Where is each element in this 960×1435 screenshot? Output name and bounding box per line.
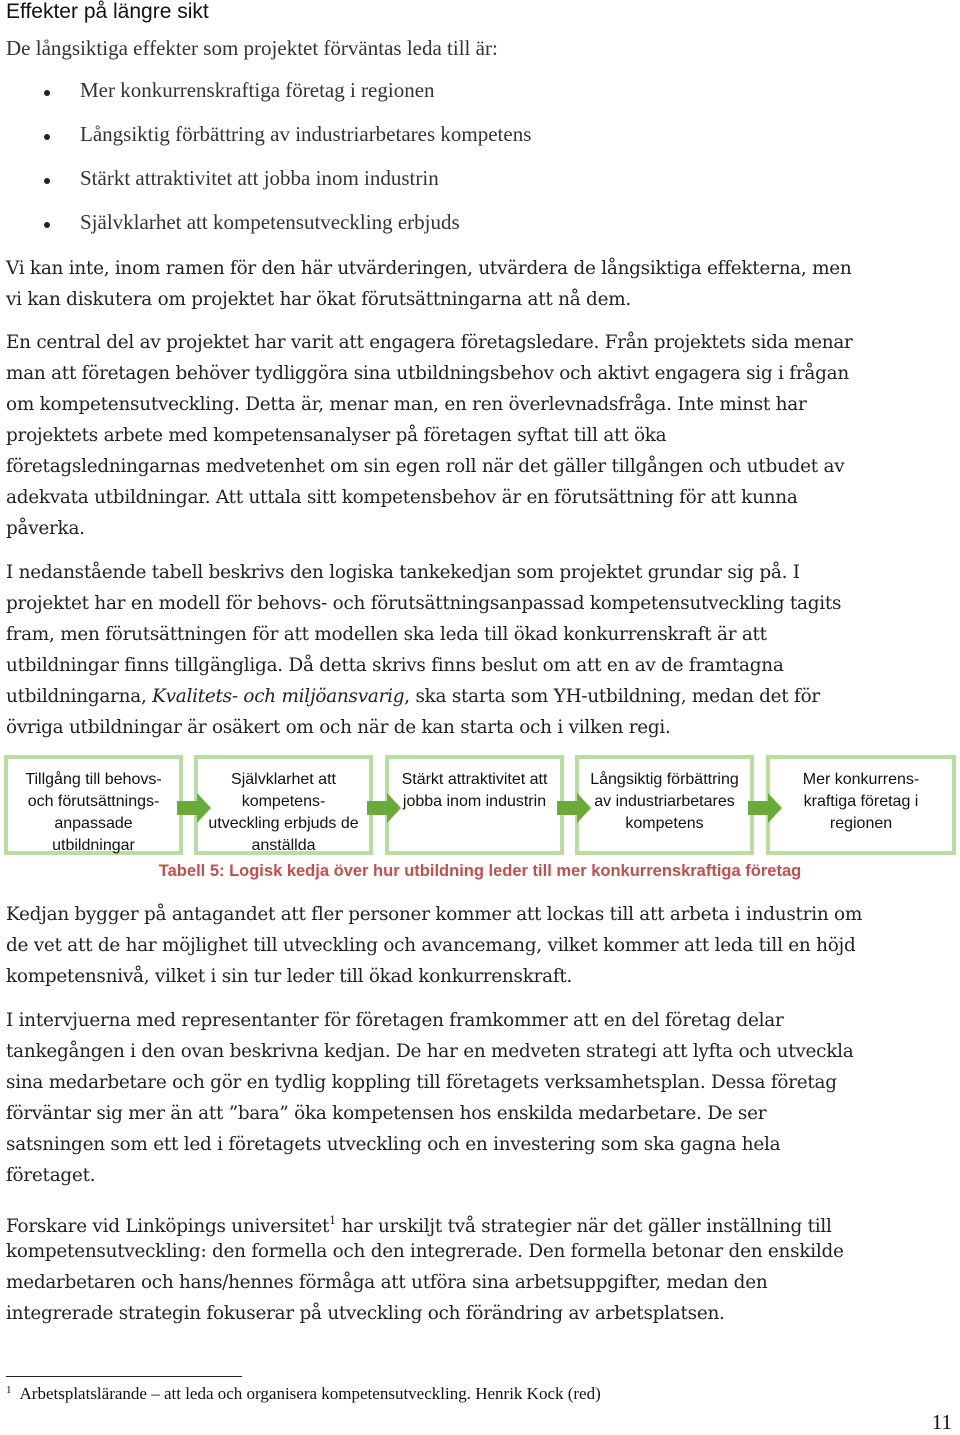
footnote-divider: [6, 1376, 242, 1377]
chain-step: Långsiktig förbättring av industriarbetares kompetens: [575, 755, 754, 855]
intro-text: De långsiktiga effekter som projektet förväntas leda till är:: [6, 36, 498, 60]
footnote: $^1$ Arbetsplatslärande – att leda och organisera kompetensutveckling. Henrik Kock (red): [6, 1384, 601, 1403]
arrow-right-icon: [177, 793, 211, 823]
list-item: Mer konkurrenskraftiga företag i regionen: [0, 78, 940, 108]
chain-step: Självklarhet att kompetens- utveckling erbjuds de anställda: [194, 755, 373, 855]
paragraph-4: Kedjan bygger på antagandet att fler personer kommer att lockas till att arbeta i industrin om de vet att de har möjlighet till utveckling och avancemang, vilket kommer att leda till en höjd kompetensnivå, vilket i sin tur leder till ökad konkurrenskraft.: [6, 904, 863, 987]
arrow-right-icon: [367, 793, 401, 823]
list-item: Stärkt attraktivitet att jobba inom industrin: [0, 166, 940, 196]
arrow-right-icon: [748, 793, 782, 823]
chain-step: Stärkt attraktivitet att jobba inom industrin: [385, 755, 564, 855]
bullet-icon: [44, 178, 50, 184]
footnote-mark: 1: [6, 1384, 12, 1396]
footnote-reference[interactable]: 1: [329, 1214, 336, 1227]
bullet-icon: [44, 222, 50, 228]
logic-chain-diagram: [0, 755, 960, 863]
paragraph-1: Vi kan inte, inom ramen för den här utvärderingen, utvärdera de långsiktiga effekterna, men vi kan diskutera om projektet har ökat förutsättningarna att nå dem.: [6, 258, 852, 310]
bullet-icon: [44, 134, 50, 140]
table-caption: Tabell 5: Logisk kedja över hur utbildning leder till mer konkurrenskraftiga företag: [158, 862, 802, 880]
list-item: Långsiktig förbättring av industriarbetares kompetens: [0, 122, 940, 152]
page-number: 11: [931, 1410, 952, 1434]
chain-step: Tillgång till behovs- och förutsättnings- anpassade utbildningar: [4, 755, 183, 855]
list-item: Självklarhet att kompetensutveckling erbjuds: [0, 210, 940, 240]
chain-step: Mer konkurrens- kraftiga företag i regionen: [766, 755, 956, 855]
course-name: Kvalitets- och miljöansvarig: [152, 686, 405, 707]
bullet-icon: [44, 90, 50, 96]
paragraph-5: I intervjuerna med representanter för företagen framkommer att en del företag delar tankegången i den ovan beskrivna kedjan. De har en medveten strategi att lyfta och utveckla sina medarbetare och gör en tydlig koppling till företagets verksamhetsplan. Dessa företag förväntar sig mer än att ”bara” öka kompetensen hos enskilda medarbetare. De ser satsningen som ett led i företagets utveckling och en investering som ska gagna hela företaget.: [6, 1010, 854, 1186]
paragraph-2: En central del av projektet har varit att engagera företagsledare. Från projektets sida menar man att företagen behöver tydliggöra sina utbildningsbehov och aktivt engagera sig i frågan om kompetensutveckling. Detta är, menar man, en ren överlevnadsfråga. Inte minst har projektets arbete med kompetensanalyser på företagen syftat till att öka företagsledningarnas medvetenhet om sin egen roll när det gäller tillgången och utbudet av adekvata utbildningar. Att uttala sitt kompetensbehov är en förutsättning för att kunna påverka.: [6, 332, 853, 539]
paragraph-6: Forskare vid Linköpings universitet$^1$ har urskiljt två strategier när det gäller inställning till kompetensutveckling: den formella och den integrerade. Den formella betonar den enskilde medarbetaren och hans/hennes förmåga att utföra sina arbetsuppgifter, medan den integrerade strategin fokuserar på utveckling och förändring av arbetsplatsen.: [6, 1214, 844, 1324]
paragraph-3: I nedanstående tabell beskrivs den logiska tankekedjan som projektet grundar sig på. I projektet har en modell för behovs- och förutsättningsanpassad kompetensutveckling tagits fram, men förutsättningen för att modellen ska leda till ökad konkurrenskraft är att utbildningar finns tillgängliga. Då detta skrivs finns beslut om att en av de framtagna utbildningarna, Kvalitets- och miljöansvarig, ska starta som YH-utbildning, medan det för övriga utbildningar är osäkert om och när de kan starta och i vilken regi.: [6, 562, 842, 738]
section-heading: Effekter på längre sikt: [6, 0, 209, 23]
arrow-right-icon: [557, 793, 591, 823]
